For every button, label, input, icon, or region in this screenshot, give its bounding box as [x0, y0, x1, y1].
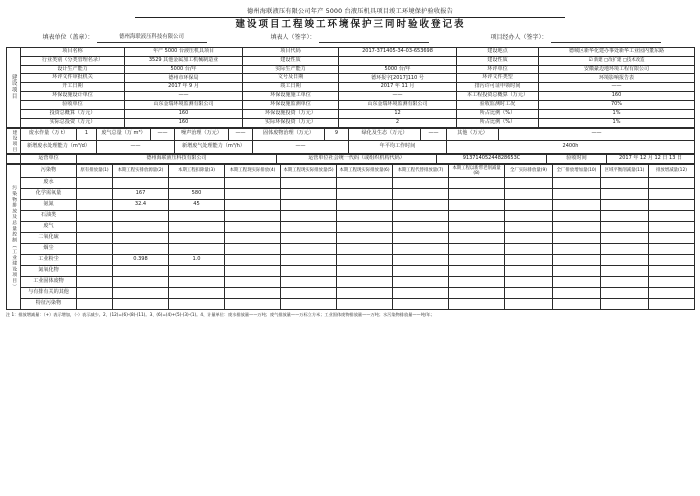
cell	[505, 265, 553, 276]
row-value: 德州海联液压科技有限公司	[77, 154, 277, 163]
cell	[337, 265, 393, 276]
cell	[77, 188, 113, 199]
pollutant-name: 化学需氧量	[21, 188, 77, 199]
row-value: 160	[539, 92, 695, 101]
company-header-text: 德州海联液压有限公司年产 5000 台液压机具项目竣工环境保护验收报告	[246, 8, 454, 15]
pollutant-name: 特征污染物	[21, 298, 77, 309]
table-row	[7, 128, 695, 141]
pollutant-name: 废水	[21, 177, 77, 188]
row-value: 70%	[539, 100, 695, 109]
cell	[113, 210, 169, 221]
row-value: ——	[151, 128, 175, 141]
row-value: 160	[125, 118, 243, 127]
table-row	[7, 221, 695, 232]
cell	[225, 276, 281, 287]
cell	[281, 243, 337, 254]
cell	[505, 287, 553, 298]
row-value: 2017 年 9 月	[125, 83, 243, 92]
col-header: 本期工程现实际排放量(5)	[281, 164, 337, 177]
cell: 167	[113, 188, 169, 199]
col-header: 本期工程扣除量(3)	[169, 164, 225, 177]
row-value: 2	[339, 118, 457, 127]
cell	[393, 265, 449, 276]
cell	[553, 177, 601, 188]
construction-nature-checkbox-group[interactable]: ☑ 新建 □改扩建 □技术改造	[539, 56, 695, 65]
cell	[113, 276, 169, 287]
cell	[281, 265, 337, 276]
row-label: 废气总量（万 m³）	[97, 128, 151, 141]
owner-field	[457, 31, 695, 48]
row-value: ——	[229, 128, 253, 141]
cell	[113, 298, 169, 309]
col-header: 全厂实际排放量(9)	[505, 164, 553, 177]
row-label: 年平均工作时间	[349, 141, 447, 154]
cell: 45	[169, 199, 225, 210]
cell	[77, 276, 113, 287]
cell	[601, 188, 649, 199]
table-row	[7, 188, 695, 199]
cell	[225, 232, 281, 243]
cell	[649, 265, 695, 276]
row-label: 固体废物治理（万元）	[253, 128, 325, 141]
row-label: 绿化及生态（万元）	[349, 128, 421, 141]
row-value: 2017 年 11 月	[339, 83, 457, 92]
waste-vertical-label: 建设项目	[7, 128, 21, 153]
row-value: 91371405244828653C	[437, 154, 547, 163]
table-row	[7, 56, 695, 65]
cell	[449, 221, 505, 232]
cell: 580	[169, 188, 225, 199]
cell	[113, 177, 169, 188]
row-value: 年产 5000 台液压机具项目	[125, 47, 243, 56]
cell	[553, 287, 601, 298]
row-value: 德环报字[2017]110 号	[339, 74, 457, 83]
cell	[169, 243, 225, 254]
row-value: 环境影响报告表	[539, 74, 695, 83]
table-row	[7, 265, 695, 276]
cell	[449, 243, 505, 254]
fill-unit-field	[7, 31, 243, 48]
cell	[225, 287, 281, 298]
table-row	[7, 210, 695, 221]
cell	[601, 232, 649, 243]
table-row	[7, 154, 695, 163]
filler-field	[243, 31, 457, 48]
cell	[337, 232, 393, 243]
pollutant-name: 氮氧化物	[21, 265, 77, 276]
cell	[393, 210, 449, 221]
cell	[169, 287, 225, 298]
row-value: ——	[499, 128, 695, 141]
row-value	[339, 56, 457, 65]
cell	[281, 199, 337, 210]
cell	[505, 199, 553, 210]
cell	[449, 210, 505, 221]
cell	[169, 210, 225, 221]
cell	[553, 199, 601, 210]
cell	[601, 276, 649, 287]
row-value: 1%	[539, 109, 695, 118]
cell	[281, 298, 337, 309]
row-value: 德城区新华化建办事处新华工业园内董东路	[539, 47, 695, 56]
row-label: 环保设施监测单位	[243, 100, 339, 109]
cell	[505, 243, 553, 254]
pollutant-header-row	[7, 164, 695, 177]
row-label: 所占比例（%）	[457, 109, 539, 118]
cell	[553, 265, 601, 276]
row-label: 行业类别（分类管理名录）	[21, 56, 125, 65]
row-label: 设计生产能力	[21, 65, 125, 74]
col-header: 原有排放量(1)	[77, 164, 113, 177]
cell	[77, 221, 113, 232]
row-label: 其他（万元）	[447, 128, 499, 141]
pollutant-name: 工业粉尘	[21, 254, 77, 265]
cell	[393, 232, 449, 243]
row-label: 建设地点	[457, 47, 539, 56]
row-value: ——	[539, 83, 695, 92]
cell	[553, 243, 601, 254]
left-vertical-label: 建设项目	[7, 47, 21, 127]
cell	[553, 276, 601, 287]
pollutant-name: 工业固体废物	[21, 276, 77, 287]
table-row	[7, 254, 695, 265]
cell	[337, 276, 393, 287]
cell	[281, 188, 337, 199]
row-label: 项目名称	[21, 47, 125, 56]
row-value: ——	[97, 141, 175, 154]
col-header: 区域平衡削减量(11)	[601, 164, 649, 177]
row-label: 验收单位	[21, 100, 125, 109]
document-header	[6, 4, 694, 20]
row-label: 验收监测时工况	[457, 100, 539, 109]
table-row	[7, 276, 695, 287]
cell	[601, 265, 649, 276]
pollutant-name: 石油类	[21, 210, 77, 221]
row-value: 安徽豪迈地环境工程有限公司	[539, 65, 695, 74]
cell	[77, 232, 113, 243]
row-value: 德州市环保局	[125, 74, 243, 83]
row-value: 9	[325, 128, 349, 141]
row-value: 5000 台/年	[125, 65, 243, 74]
row-label: 验收时间	[547, 154, 607, 163]
row-value: 160	[125, 109, 243, 118]
cell	[649, 298, 695, 309]
row-label: 竣工日期	[243, 83, 339, 92]
row-label: 运营单位	[21, 154, 77, 163]
table-row	[7, 177, 695, 188]
fill-unit-value[interactable]: 德州海联液压科技有限公司	[97, 34, 207, 43]
cell	[225, 199, 281, 210]
row-label: 实际生产能力	[243, 65, 339, 74]
cell	[601, 199, 649, 210]
table-row	[7, 199, 695, 210]
col-header: 本期工程以新带老削减量(8)	[449, 164, 505, 177]
pollutant-name: 氨氮	[21, 199, 77, 210]
row-value: 1%	[539, 118, 695, 127]
cell	[601, 287, 649, 298]
pollutant-name: 与有排有关的其他	[21, 287, 77, 298]
row-label: 排污许可证申领时间	[457, 83, 539, 92]
cell	[553, 188, 601, 199]
row-value: ——	[125, 92, 243, 101]
row-label: 环保设施设计单位	[21, 92, 125, 101]
cell	[225, 243, 281, 254]
cell	[169, 265, 225, 276]
cell	[225, 265, 281, 276]
row-label: 环保设施施工单位	[243, 92, 339, 101]
cell	[225, 254, 281, 265]
cell	[169, 177, 225, 188]
row-value: 2017 年 12 月 12 日 13 日	[607, 154, 695, 163]
row-label: 文号及日期	[243, 74, 339, 83]
operator-table	[6, 154, 695, 164]
row-label: 新增废水处理能力（m³/d）	[21, 141, 97, 154]
cell	[649, 232, 695, 243]
cell	[393, 287, 449, 298]
cell	[505, 177, 553, 188]
cell	[169, 221, 225, 232]
table-row	[7, 47, 695, 56]
row-label: 环评文件类型	[457, 74, 539, 83]
cell	[601, 210, 649, 221]
col-header: 本期工程现实际排放(4)	[225, 164, 281, 177]
cell	[601, 298, 649, 309]
cell	[649, 177, 695, 188]
cell	[393, 276, 449, 287]
table-row	[7, 74, 695, 83]
cell	[337, 177, 393, 188]
cell	[77, 265, 113, 276]
cell	[337, 221, 393, 232]
row-label: 本工程投资总概算（万元）	[457, 92, 539, 101]
cell	[337, 210, 393, 221]
cell	[505, 254, 553, 265]
footer-note: 注 1：排放增减量：（+）表示增加，（-）表示减少。2、(12)=(6)-(8)-(11)。3、(6)=(4)+(5)-(3)-(1)。4、计量单位：废水排放量——万吨；废气排放量——万标立方米；工业固体废物排放量——万吨；水污染物排放量——吨/年；	[6, 311, 435, 317]
table-row	[7, 232, 695, 243]
row-label: 所占比例（%）	[457, 118, 539, 127]
cell	[225, 210, 281, 221]
row-value: 山东金瑞环境监测有限公司	[125, 100, 243, 109]
cell	[77, 199, 113, 210]
cell	[281, 232, 337, 243]
cell	[601, 254, 649, 265]
cell	[77, 298, 113, 309]
row-value: 2017-371405-34-03-653698	[339, 47, 457, 56]
row-label: 环评单位	[457, 65, 539, 74]
fill-unit-label: 填表单位（盖章）：	[42, 33, 94, 41]
col-header: 污染物	[21, 164, 77, 177]
row-label: 环保设施投资（万元）	[243, 109, 339, 118]
cell	[505, 232, 553, 243]
cell	[601, 177, 649, 188]
pollutant-name: 烟尘	[21, 243, 77, 254]
cell	[393, 177, 449, 188]
cell	[337, 298, 393, 309]
cell	[113, 232, 169, 243]
cell	[449, 254, 505, 265]
row-value: 5000 台/年	[339, 65, 457, 74]
row-label: 实际环保投资（万元）	[243, 118, 339, 127]
cell	[281, 221, 337, 232]
cell	[281, 210, 337, 221]
cell	[225, 177, 281, 188]
cell	[393, 221, 449, 232]
row-value: ——	[421, 128, 447, 141]
cell	[113, 287, 169, 298]
cell	[649, 188, 695, 199]
cell	[449, 287, 505, 298]
col-header: 排放增减量(12)	[649, 164, 695, 177]
table-row	[7, 100, 695, 109]
row-value: 12	[339, 109, 457, 118]
header-rule	[135, 17, 565, 18]
table-row	[7, 243, 695, 254]
cell	[601, 221, 649, 232]
cell	[553, 254, 601, 265]
page-title: 建设项目工程竣工环境保护三同时验收登记表	[235, 19, 466, 30]
cell	[337, 287, 393, 298]
cell	[225, 221, 281, 232]
col-header: 本期工程实排放源量(2)	[113, 164, 169, 177]
cell	[281, 254, 337, 265]
pollutant-name: 废气	[21, 221, 77, 232]
cell	[505, 276, 553, 287]
cell	[649, 276, 695, 287]
cell	[169, 232, 225, 243]
table-row	[7, 118, 695, 127]
cell	[337, 254, 393, 265]
cell	[649, 210, 695, 221]
cell	[393, 243, 449, 254]
cell	[649, 221, 695, 232]
row-label: 建设性质	[457, 56, 539, 65]
main-table	[6, 20, 695, 128]
cell	[113, 221, 169, 232]
cell	[649, 254, 695, 265]
row-label: 废水作量（万 t）	[21, 128, 77, 141]
cell	[281, 287, 337, 298]
filler-label: 填表人（签字）：	[270, 33, 316, 41]
waste-table	[6, 128, 695, 154]
table-row	[7, 92, 695, 101]
cell	[649, 287, 695, 298]
cell	[553, 232, 601, 243]
cell	[649, 199, 695, 210]
cell	[601, 243, 649, 254]
cell	[449, 276, 505, 287]
cell	[393, 254, 449, 265]
cell	[225, 298, 281, 309]
col-header: 全厂排放增加量(10)	[553, 164, 601, 177]
cell	[337, 188, 393, 199]
cell	[449, 298, 505, 309]
cell	[393, 199, 449, 210]
cell	[169, 276, 225, 287]
table-row	[7, 287, 695, 298]
row-label: 项目代码	[243, 47, 339, 56]
table-row	[7, 109, 695, 118]
row-label: 环评文件审批机关	[21, 74, 125, 83]
cell	[169, 298, 225, 309]
cell	[77, 177, 113, 188]
cell	[505, 221, 553, 232]
col-header: 本期工程现实际排放量(6)	[337, 164, 393, 177]
owner-value[interactable]	[551, 34, 661, 43]
operator-vertical-spacer	[7, 154, 21, 163]
cell: 32.4	[113, 199, 169, 210]
row-value: ——	[339, 92, 457, 101]
cell	[113, 243, 169, 254]
table-row	[7, 141, 695, 154]
row-value: 2400h	[447, 141, 695, 154]
cell	[449, 232, 505, 243]
row-label: 实际总投资（万元）	[21, 118, 125, 127]
col-header: 本期工程代替排放量(7)	[393, 164, 449, 177]
cell	[77, 243, 113, 254]
cell	[281, 276, 337, 287]
cell	[281, 177, 337, 188]
cell	[77, 210, 113, 221]
cell	[553, 221, 601, 232]
row-value: 3529 其他金属加工机械制造业	[125, 56, 243, 65]
cell	[553, 210, 601, 221]
row-value: ——	[253, 141, 349, 154]
cell	[337, 243, 393, 254]
pollutant-vertical-label: 污染物排放及总量控制（工业建设项目）	[7, 164, 21, 309]
cell	[505, 188, 553, 199]
row-label: 开工日期	[21, 83, 125, 92]
cell	[77, 254, 113, 265]
cell	[505, 210, 553, 221]
cell: 1.0	[169, 254, 225, 265]
cell	[393, 298, 449, 309]
cell	[393, 188, 449, 199]
cell	[449, 199, 505, 210]
cell	[77, 287, 113, 298]
cell	[113, 265, 169, 276]
row-value: 1	[77, 128, 97, 141]
row-label: 运营单位社会统一代码（或组织机构代码）	[277, 154, 437, 163]
table-row	[7, 65, 695, 74]
pollutant-table	[6, 164, 695, 310]
table-row	[7, 83, 695, 92]
cell	[449, 265, 505, 276]
cell	[553, 298, 601, 309]
table-row	[7, 298, 695, 309]
cell	[505, 298, 553, 309]
cell	[337, 199, 393, 210]
owner-label: 项目经办人（签字）：	[490, 33, 548, 41]
row-label: 新增废气处理能力（m³/h）	[175, 141, 253, 154]
row-value: 山东金瑞环境监测有限公司	[339, 100, 457, 109]
cell	[649, 243, 695, 254]
pollutant-name: 二氧化硫	[21, 232, 77, 243]
cell	[225, 188, 281, 199]
row-label: 建设性质	[243, 56, 339, 65]
row-label: 噪声治理（万元）	[175, 128, 229, 141]
cell	[449, 177, 505, 188]
filler-value[interactable]	[319, 34, 429, 43]
row-label: 投资总概算（万元）	[21, 109, 125, 118]
cell: 0.398	[113, 254, 169, 265]
cell	[449, 188, 505, 199]
